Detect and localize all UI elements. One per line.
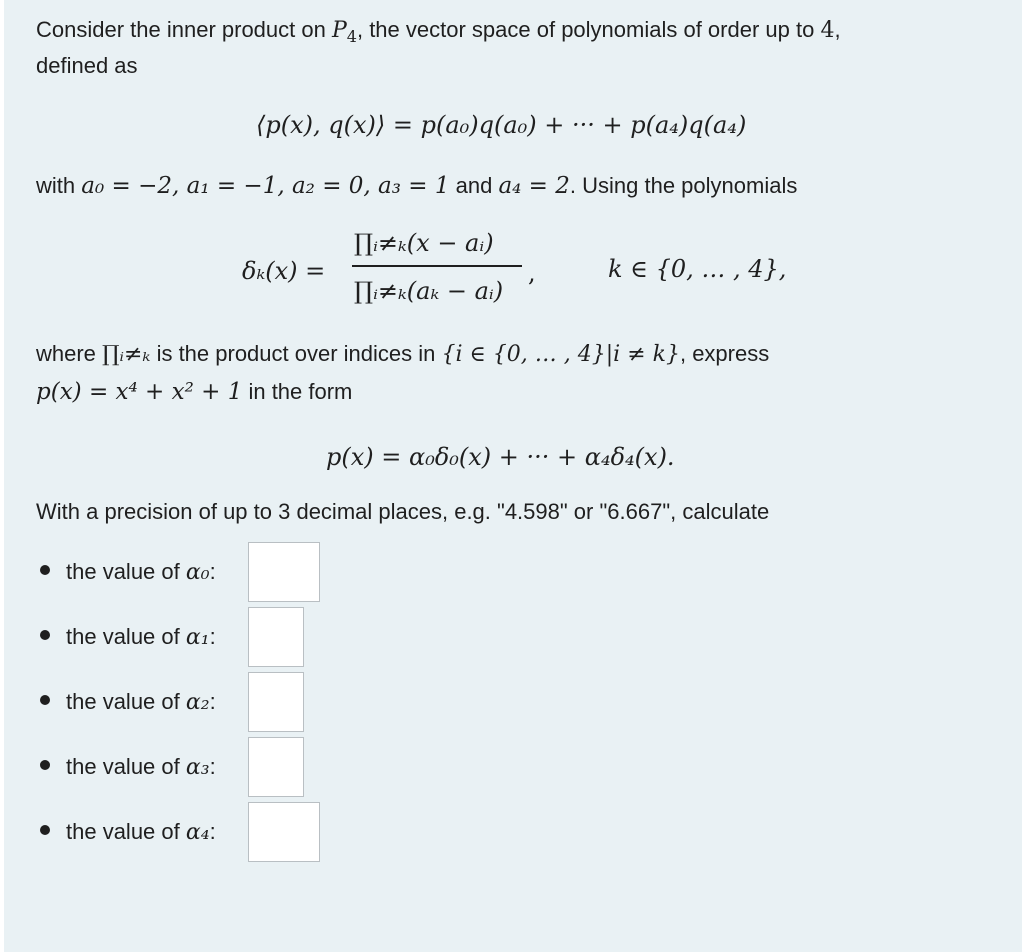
question-alpha-0: [40, 558, 216, 587]
last-node-value: a₄ = 2: [498, 173, 570, 199]
expansion-formula: p(x) = α₀δ₀(x) + ··· + α₄δ₄(x).: [326, 443, 675, 471]
precision-text: With a precision of up to 3 decimal places, e.g. "4.598" or "6.667", calculate: [36, 499, 770, 524]
delta-comma: ,: [528, 259, 536, 287]
where-text: is the product over indices in: [150, 341, 442, 366]
alpha-symbol: α₄: [185, 820, 210, 845]
intro-text: Consider the inner product on: [36, 17, 332, 42]
bullet-icon: [40, 760, 50, 770]
delta-denominator: ∏ᵢ≠ₖ(aₖ − aᵢ): [354, 277, 504, 305]
bullet-icon: [40, 565, 50, 575]
fraction-line: [352, 265, 522, 267]
space-symbol: $P_4$: [331, 18, 357, 46]
k-range: k ∈ {0, … , 4},: [608, 255, 787, 283]
intro-end: ,: [834, 17, 841, 42]
bullet-icon: [40, 630, 50, 640]
delta-numerator: ∏ᵢ≠ₖ(x − aᵢ): [354, 229, 494, 257]
answer-input-alpha-3[interactable]: [248, 737, 304, 797]
question-label: the value of: [66, 689, 186, 714]
intro-line-1: [36, 16, 841, 45]
answer-input-alpha-0[interactable]: [248, 542, 320, 602]
question-colon: :: [209, 624, 216, 649]
bullet-icon: [40, 825, 50, 835]
question-alpha-2: [40, 688, 216, 717]
index-set: {i ∈ {0, … , 4}|i ≠ k}: [441, 342, 680, 367]
inner-product-formula: ⟨p(x), q(x)⟩ = p(a₀)q(a₀) + ··· + p(a₄)q(a₄): [256, 111, 747, 139]
polynomial-p: p(x) = x⁴ + x² + 1: [36, 379, 243, 405]
question-label: the value of: [66, 624, 186, 649]
question-alpha-1: [40, 623, 216, 652]
question-label: the value of: [66, 754, 186, 779]
question-colon: :: [209, 689, 216, 714]
answer-input-alpha-1[interactable]: [248, 607, 304, 667]
intro-line-2: defined as: [36, 53, 138, 78]
answer-input-alpha-2[interactable]: [248, 672, 304, 732]
bullet-icon: [40, 695, 50, 705]
nodes-line: [36, 172, 797, 200]
alpha-symbol: α₁: [185, 625, 210, 650]
express-text: , express: [679, 341, 770, 366]
question-colon: :: [209, 754, 216, 779]
polynomial-line: [36, 378, 352, 406]
with-label: with: [36, 173, 82, 198]
question-alpha-3: [40, 753, 216, 782]
alpha-symbol: α₃: [185, 755, 210, 780]
question-colon: :: [209, 819, 216, 844]
question-label: the value of: [66, 819, 186, 844]
question-colon: :: [209, 559, 216, 584]
delta-lhs: δₖ(x) =: [242, 257, 326, 285]
where-label: where: [36, 341, 103, 366]
where-line: [36, 340, 769, 369]
intro-text-b: , the vector space of polynomials of order up to: [356, 17, 821, 42]
question-alpha-4: [40, 818, 216, 847]
answer-input-alpha-4[interactable]: [248, 802, 320, 862]
in-form-text: in the form: [242, 379, 353, 404]
using-text: . Using the polynomials: [569, 173, 798, 198]
question-panel: [4, 0, 1022, 952]
product-symbol: ∏ᵢ≠ₖ: [102, 342, 151, 367]
nodes-values: a₀ = −2, a₁ = −1, a₂ = 0, a₃ = 1: [81, 173, 450, 199]
alpha-symbol: α₀: [185, 560, 210, 585]
order-value: 4: [820, 18, 835, 43]
question-label: the value of: [66, 559, 186, 584]
alpha-symbol: α₂: [185, 690, 210, 715]
and-label: and: [449, 173, 499, 198]
